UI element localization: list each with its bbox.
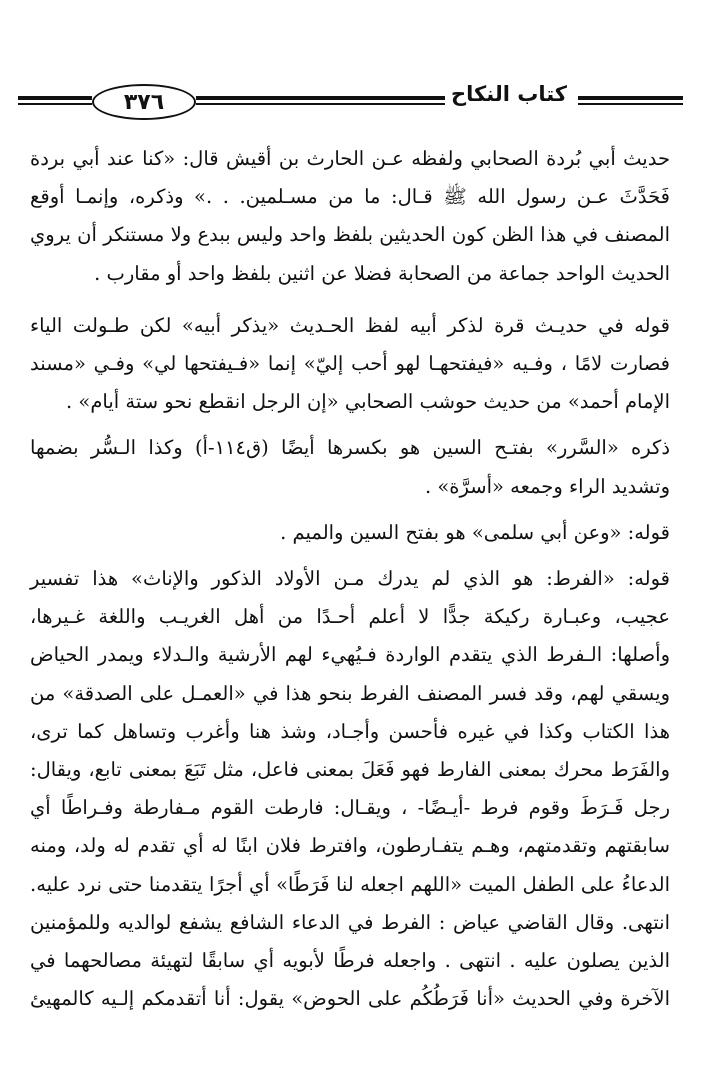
- paragraph: [30, 307, 670, 422]
- running-header: [18, 78, 683, 122]
- text-line: رجل فَـرَطَ وقوم فرط -أيـضًا- ، ويقـال: فارطت القوم مـفارطة وفـراطًا أي: [30, 796, 670, 820]
- header-rule-left-thin: [18, 103, 92, 105]
- paragraph: [30, 560, 670, 1018]
- text-line: وتشديد الراء وجمعه «أسرَّة» .: [424, 474, 670, 498]
- text-line: قوله: «الفرط: هو الذي لم يدرك مـن الأولاد الذكور والإناث» هذا تفسير: [30, 567, 670, 591]
- text-line: وأصلها: الـفرط الذي يتقدم الواردة فـيُهيء لهم الأرشية والـدلاء ويمدر الحياض: [30, 643, 670, 667]
- header-rule-right-thin: [578, 103, 683, 105]
- text-line: والفَرَط محرك بمعنى الفارط فهو فَعَلَ بمعنى فاعل، مثل تَبَعَ بمعنى تابع، ويقال:: [30, 758, 670, 782]
- paragraph: [30, 429, 670, 505]
- text-line: ويسقي لهم، وقد فسر المصنف الفرط بنحو هذا في «العمـل على الصدقة» من: [30, 681, 670, 705]
- text-line: المصنف في هذا الظن كون الحديثين بلفظ واحد وليس ببدع ولا مستنكر أن يروي: [30, 223, 670, 247]
- text-line: ذكره «السَّرر» بفتـح السين هو بكسرها أيضًا (ق١١٤-أ) وكذا الـسُّر بضمها: [30, 436, 670, 460]
- text-line: الإمام أحمد» من حديث حوشب الصحابي «إن الرجل انقطع نحو ستة أيام» .: [66, 390, 670, 414]
- text-line: سابقتهم وتقدمتهم، وهـم يتفـارطون، وافترط فلان ابنًا له أي تقدم له ولد، ومنه: [30, 834, 670, 858]
- text-line: حديث أبي بُردة الصحابي ولفظه عـن الحارث بن أقيش قال: «كنا عند أبي بردة: [30, 147, 670, 170]
- text-line: الآخرة وفي الحديث «أنا فَرَطُكُم على الحوض» يقول: أنا أتقدمكم إلـيه كالمهيئ: [30, 987, 670, 1011]
- text-line: الذين يصلون عليه . انتهى . واجعله فرطًا لأبويه أي سابقًا لتهيئة مصالحهما في: [30, 949, 670, 973]
- text-line: قوله في حديـث قرة لذكر أبيه لفظ الحـديث «يذكر أبيه» لكن طـولت الياء: [30, 313, 670, 337]
- text-line: انتهى. وقال القاضي عياض : الفرط في الدعاء الشافع يشفع لوالديه وللمؤمنين: [30, 910, 670, 934]
- text-line: الدعاءُ على الطفل الميت «اللهم اجعله لنا فَرَطًا» أي أجرًا يتقدمنا حتى نرد عليه.: [30, 872, 670, 896]
- page-number: ٣٧٦: [92, 84, 196, 120]
- book-title: كتاب النكاح: [445, 82, 573, 106]
- text-line: فصارت لامًا ، وفـيه «فيفتحهـا لهو أحب إليّ» إنما «فـيفتحها لي» وفـي «مسند: [30, 352, 670, 376]
- text-line: هذا الكتاب وكذا في غيره فأحسن وأجـاد، وشذ هنا وأغرب وتساهل كما ترى،: [30, 719, 670, 743]
- text-line: عجيب، وعبـارة ركيكة جدًّا لا أعلم أحـدًا من أهل الغريـب واللغة غـيرها،: [30, 605, 670, 629]
- text-line: الحديث الواحد جماعة من الصحابة فضلا عن اثنين بلفظ واحد أو مقارب .: [94, 261, 670, 285]
- page-body: [30, 140, 670, 1026]
- paragraph: [30, 140, 670, 293]
- header-rule-left: [18, 96, 92, 100]
- header-rule-right: [578, 96, 683, 100]
- paragraph: [30, 514, 670, 552]
- text-line: فَحَدَّثَ عـن رسول الله ﷺ قـال: ما من مسـلمين. . .» وذكره، وإنمـا أوقع: [30, 185, 670, 209]
- text-line: قوله: «وعن أبي سلمى» هو بفتح السين والميم .: [280, 520, 670, 544]
